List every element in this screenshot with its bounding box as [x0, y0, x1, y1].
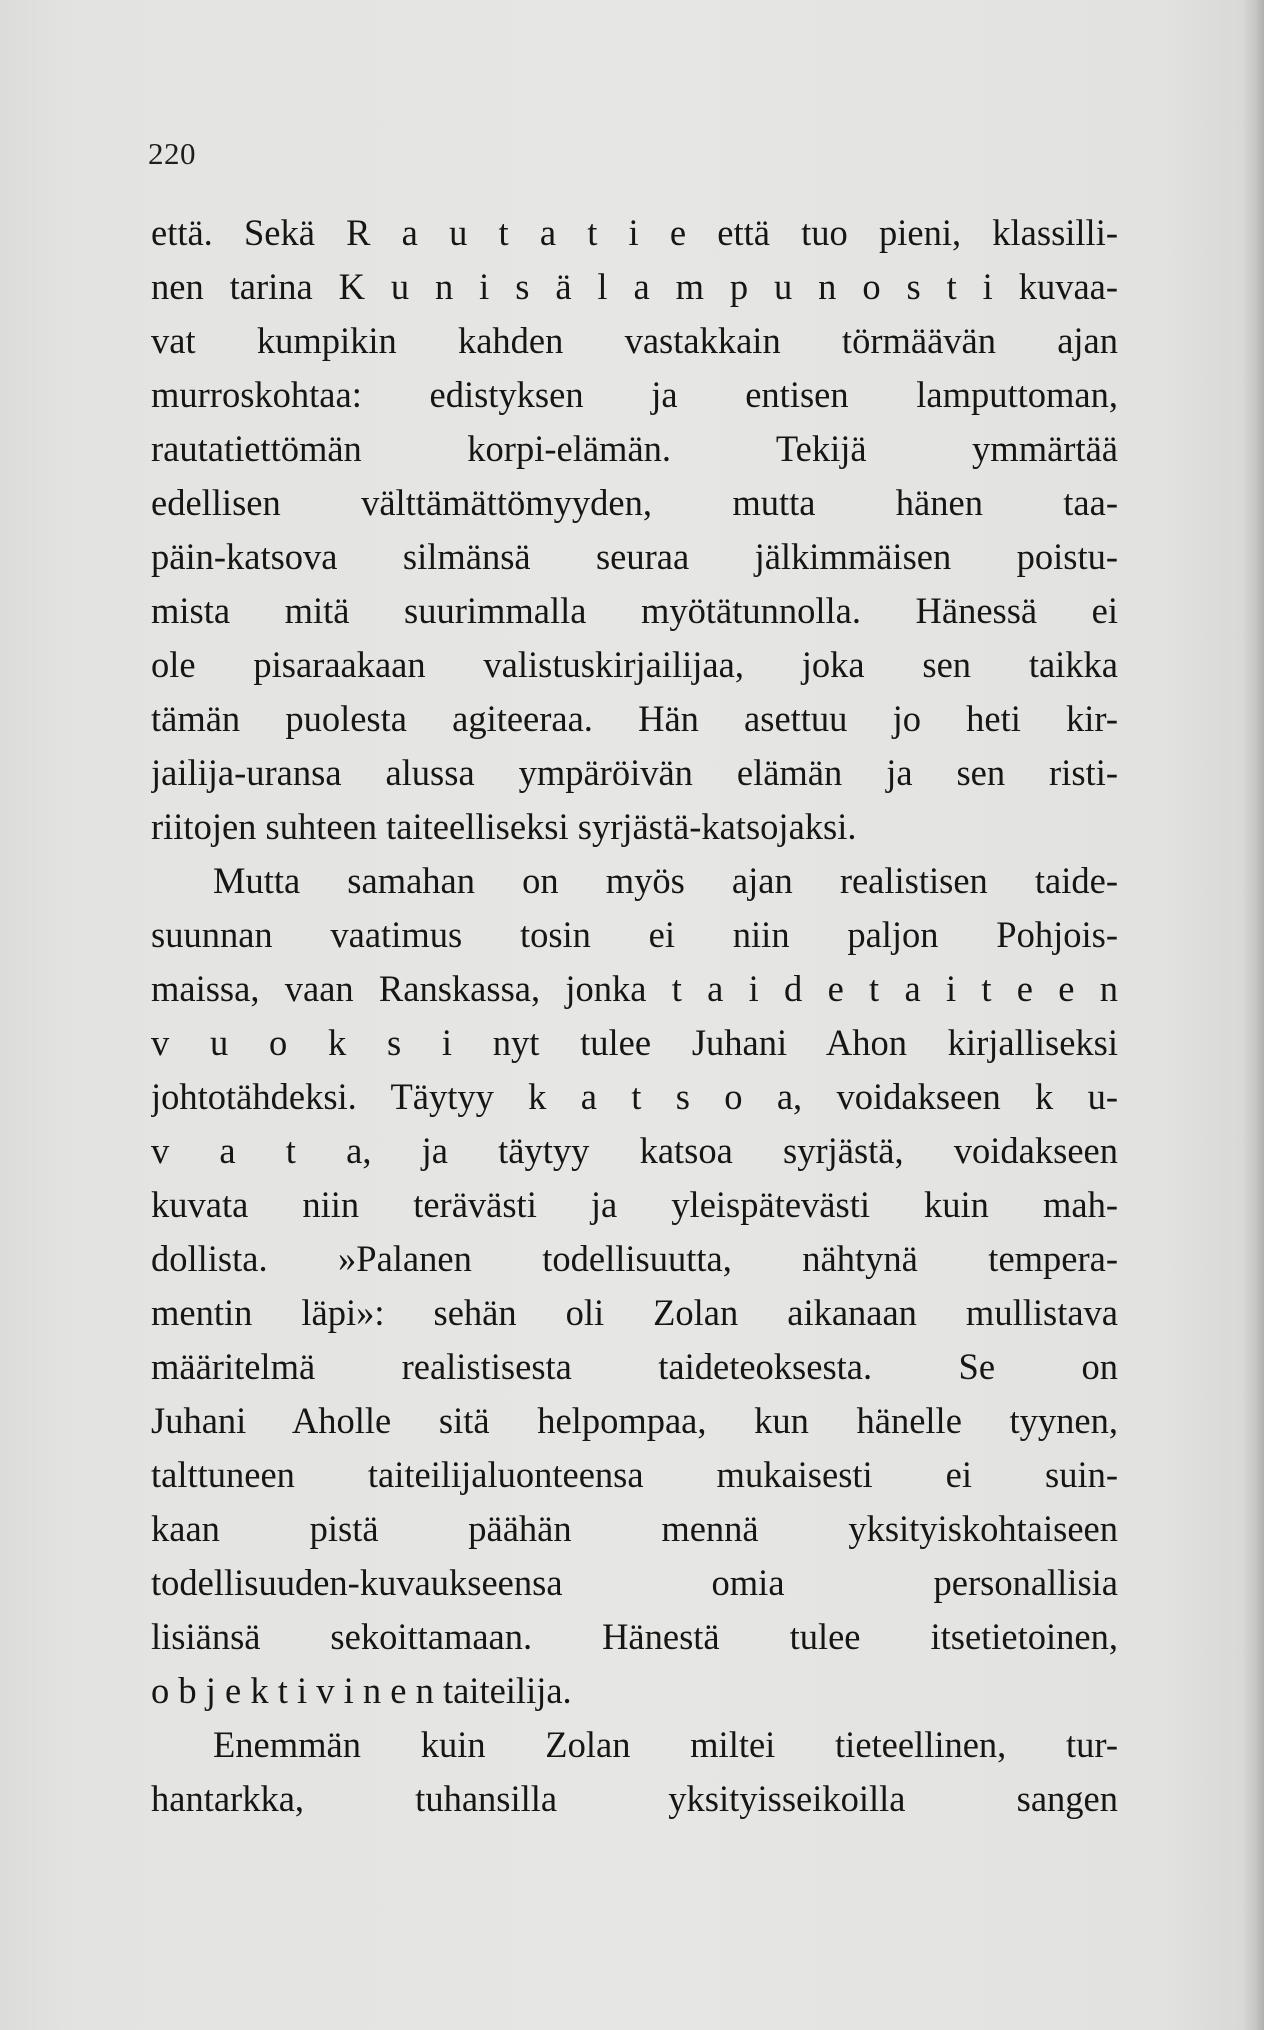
text-line: rautatiettömän korpi-elämän. Tekijä ymmärtää: [151, 428, 1118, 469]
text-line: v a t a, ja täytyy katsoa syrjästä, voidakseen: [151, 1130, 1118, 1171]
text-line: Enemmän kuin Zolan miltei tieteellinen, tur-: [213, 1724, 1118, 1765]
text-line: suunnan vaatimus tosin ei niin paljon Pohjois-: [151, 914, 1118, 955]
text-line: v u o k s i nyt tulee Juhani Ahon kirjalliseksi: [151, 1022, 1118, 1063]
page-edge-shadow: [1242, 0, 1264, 2030]
text-line: dollista. »Palanen todellisuutta, nähtynä tempera-: [151, 1238, 1118, 1279]
text-line: jailija-uransa alussa ympäröivän elämän ja sen risti-: [151, 752, 1118, 793]
text-line: vat kumpikin kahden vastakkain törmäävän ajan: [151, 320, 1118, 361]
page-number: 220: [148, 136, 196, 171]
text-line: mentin läpi»: sehän oli Zolan aikanaan mullistava: [151, 1292, 1118, 1333]
text-line: johtotähdeksi. Täytyy k a t s o a, voidakseen k u-: [151, 1076, 1118, 1117]
text-line: tämän puolesta agiteeraa. Hän asettuu jo heti kir-: [151, 698, 1118, 739]
body-text: [151, 206, 1118, 1826]
text-line: nen tarina K u n i s ä l a m p u n o s t i kuvaa-: [151, 266, 1118, 307]
text-line: Juhani Aholle sitä helpompaa, kun hänelle tyynen,: [151, 1400, 1118, 1441]
text-line: o b j e k t i v i n e n taiteilija.: [151, 1670, 572, 1711]
text-line: lisiänsä sekoittamaan. Hänestä tulee itsetietoinen,: [151, 1616, 1118, 1657]
text-line: ole pisaraakaan valistuskirjailijaa, joka sen taikka: [151, 644, 1118, 685]
text-line: että. Sekä R a u t a t i e että tuo pieni, klassilli-: [151, 212, 1118, 253]
text-line: mista mitä suurimmalla myötätunnolla. Hänessä ei: [151, 590, 1118, 631]
text-line: edellisen välttämättömyyden, mutta hänen taa-: [151, 482, 1118, 523]
text-line: määritelmä realistisesta taideteoksesta. Se on: [151, 1346, 1118, 1387]
text-line: kaan pistä päähän mennä yksityiskohtaiseen: [151, 1508, 1118, 1549]
text-line: kuvata niin terävästi ja yleispätevästi kuin mah-: [151, 1184, 1118, 1225]
text-line: riitojen suhteen taiteelliseksi syrjästä-katsojaksi.: [151, 806, 857, 847]
text-line: päin-katsova silmänsä seuraa jälkimmäisen poistu-: [151, 536, 1118, 577]
text-line: todellisuuden-kuvaukseensa omia personallisia: [151, 1562, 1118, 1603]
text-line: hantarkka, tuhansilla yksityisseikoilla sangen: [151, 1778, 1118, 1819]
text-line: murroskohtaa: edistyksen ja entisen lamputtoman,: [151, 374, 1118, 415]
text-line: Mutta samahan on myös ajan realistisen taide-: [213, 860, 1118, 901]
text-line: maissa, vaan Ranskassa, jonka t a i d e t a i t e e n: [151, 968, 1118, 1009]
text-line: talttuneen taiteilijaluonteensa mukaisesti ei suin-: [151, 1454, 1118, 1495]
